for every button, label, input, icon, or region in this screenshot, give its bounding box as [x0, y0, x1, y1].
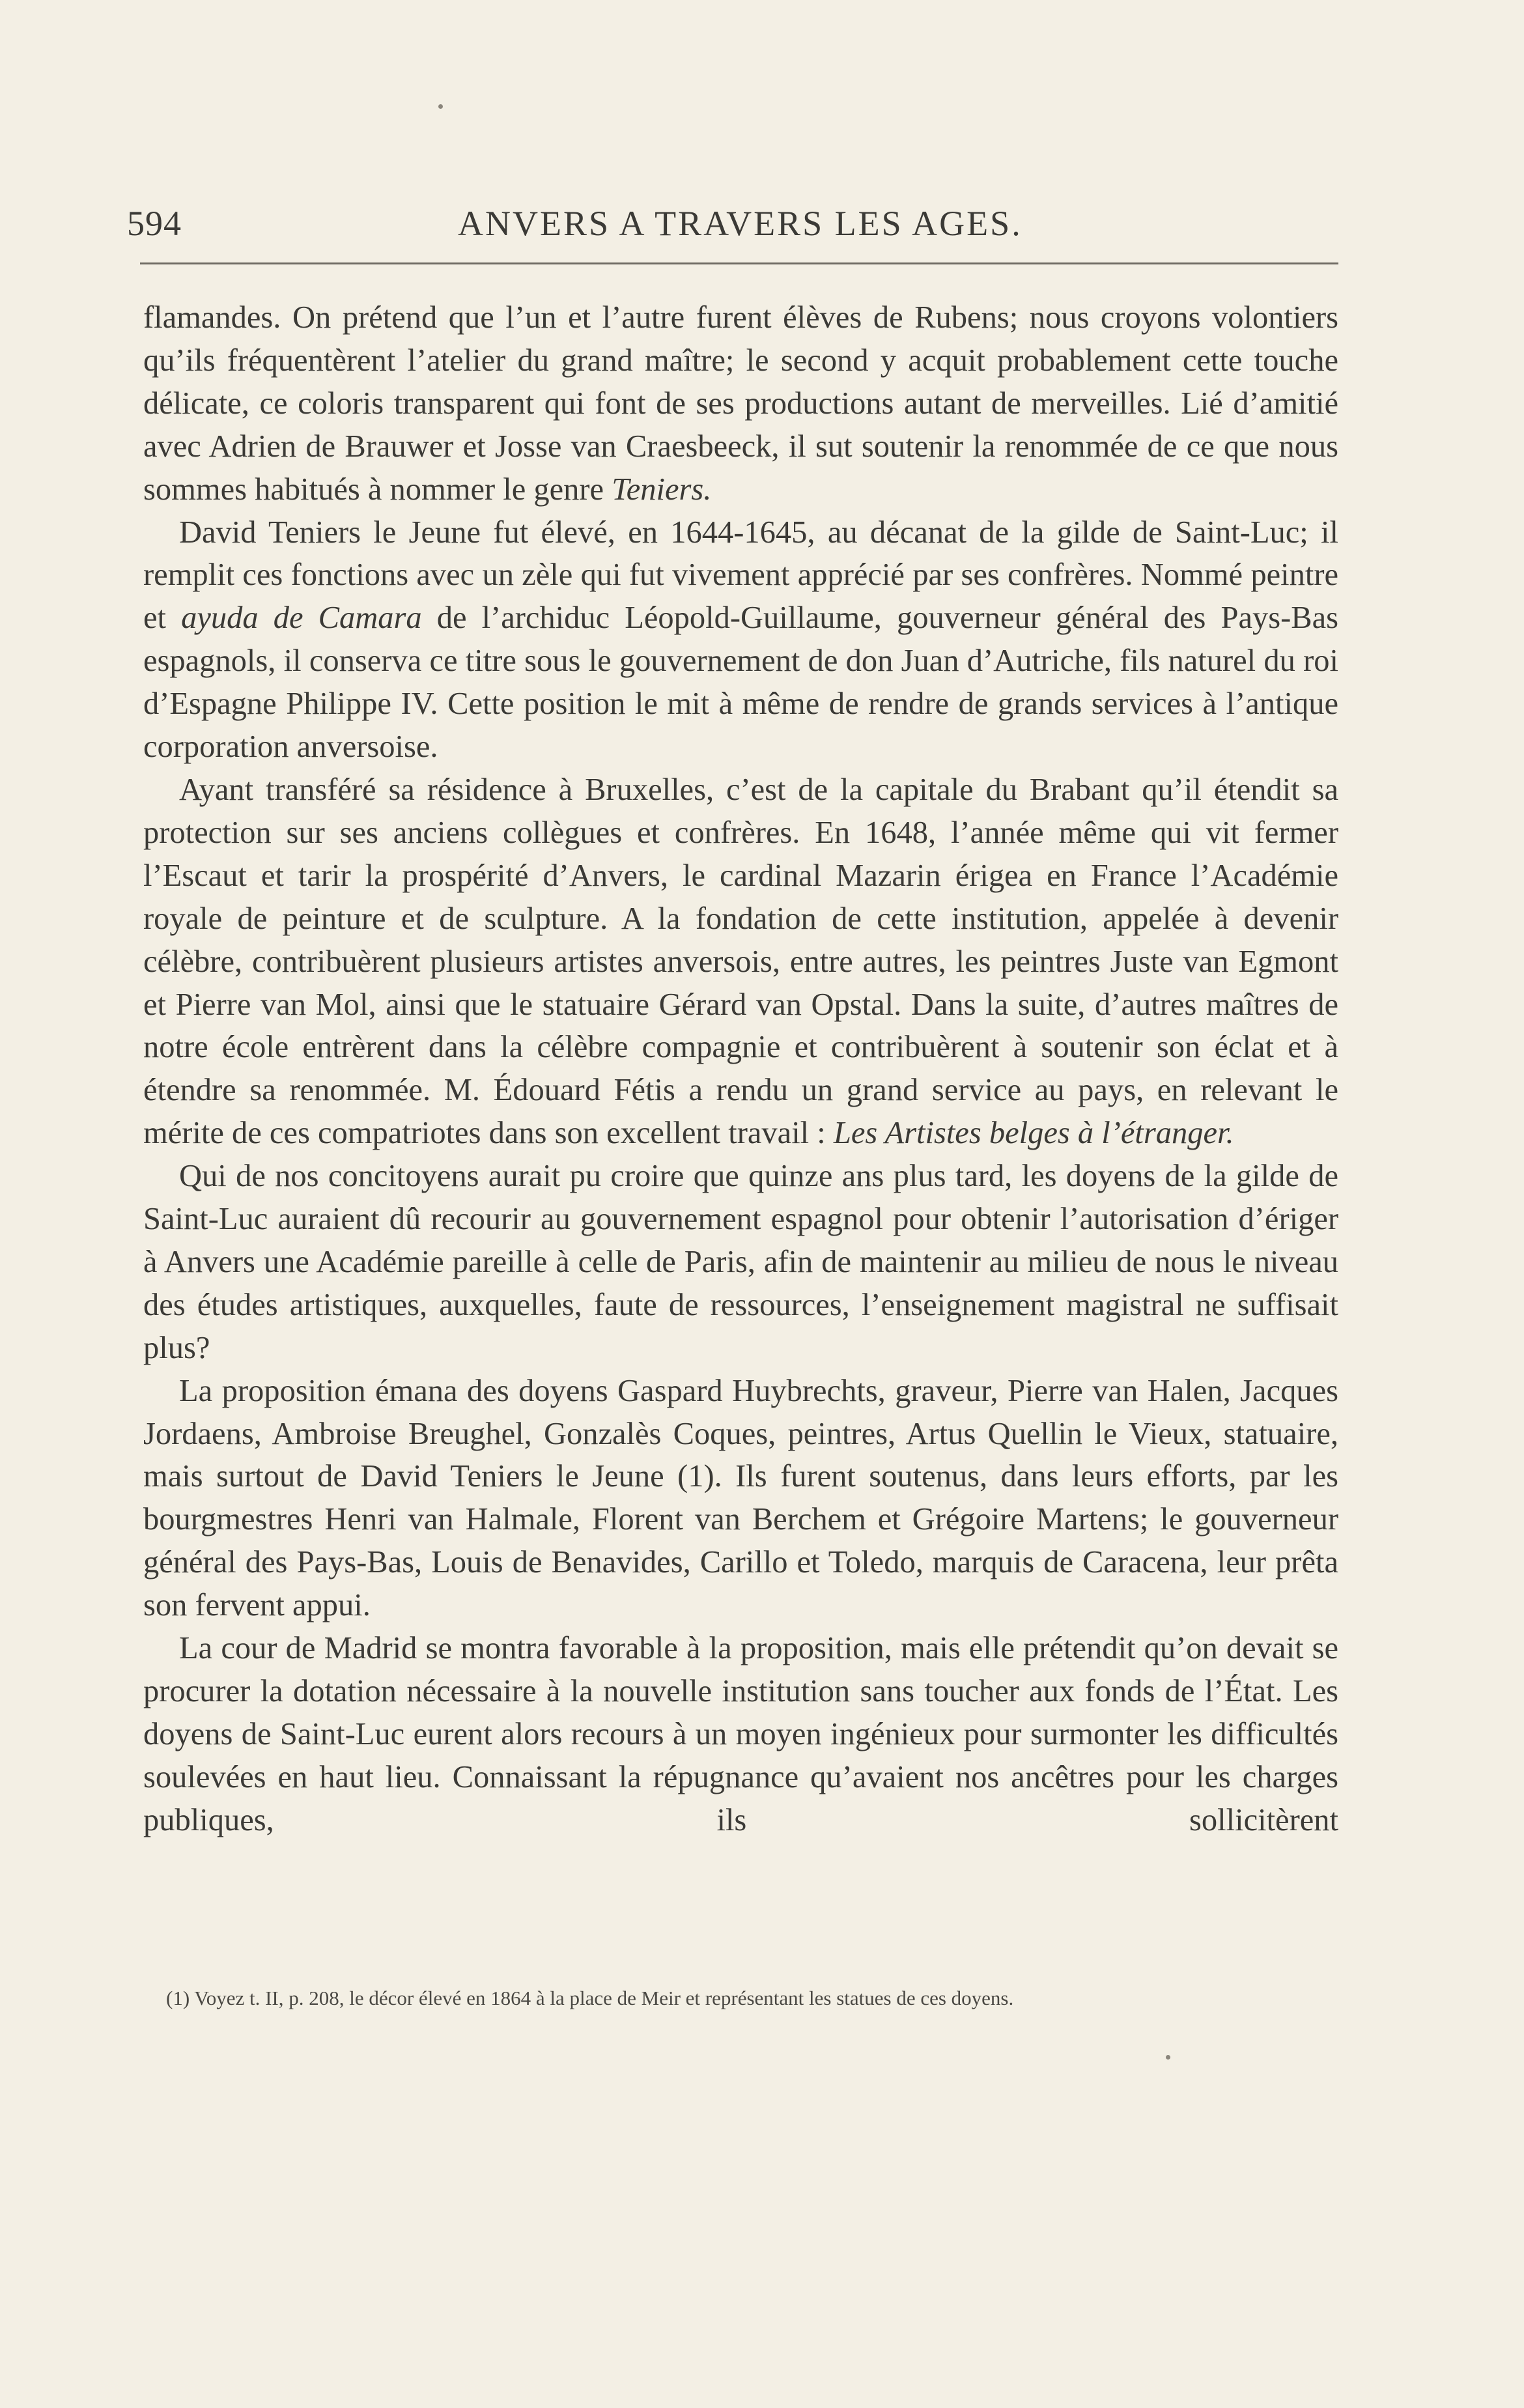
paragraph-2: David Teniers le Jeune fut élevé, en 1644-1645, au décanat de la gilde de Saint-Luc; il remplit ces fonctions avec un zèle qui fut vivement apprécié par ses confrères. Nommé peintre et ayuda de Camara de l’archiduc Léopold-Guillaume, gouverneur général des Pays-Bas espagnols, il conserva ce titre sous le gouvernement de don Juan d’Autriche, fils naturel du roi d’Espagne Philippe IV. Cette position le mit à même de rendre de grands services à l’antique corporation anversoise.	[143, 515, 1338, 765]
ink-speck	[438, 104, 443, 109]
body-text	[143, 296, 1338, 1842]
ink-speck	[1166, 2055, 1170, 2060]
page-number: 594	[127, 204, 182, 243]
paragraph-5: La proposition émana des doyens Gaspard Huybrechts, graveur, Pierre van Halen, Jacques Jordaens, Ambroise Breughel, Gonzalès Coques, peintres, Artus Quellin le Vieux, statuaire, mais surtout de David Teniers le Jeune (1). Ils furent soutenus, dans leurs efforts, par les bourgmestres Henri van Halmale, Florent van Berchem et Grégoire Martens; le gouverneur général des Pays-Bas, Louis de Benavides, Carillo et Toledo, marquis de Caracena, leur prêta son fervent appui.	[143, 1373, 1338, 1623]
paragraph-6: La cour de Madrid se montra favorable à la proposition, mais elle prétendit qu’on devait se procurer la dotation nécessaire à la nouvelle institution sans toucher aux fonds de l’État. Les doyens de Saint-Luc eurent alors recours à un moyen ingénieux pour surmonter les difficultés soulevées en haut lieu. Connaissant la répugnance qu’avaient nos ancêtres pour les charges publiques, ils sollicitèrent	[143, 1631, 1338, 1837]
paragraph-1: flamandes. On prétend que l’un et l’autre furent élèves de Rubens; nous croyons volontiers qu’ils fréquentèrent l’atelier du grand maître; le second y acquit probablement cette touche délicate, ce coloris transparent qui font de ses productions autant de merveilles. Lié d’amitié avec Adrien de Brauwer et Josse van Craesbeeck, il sut soutenir la renommée de ce que nous sommes habitués à nommer le genre Teniers.	[143, 300, 1338, 507]
italic-title: Les Artistes belges à l’étranger.	[833, 1116, 1234, 1151]
page-header	[127, 201, 1319, 253]
header-rule	[140, 262, 1338, 264]
paragraph-3: Ayant transféré sa résidence à Bruxelles, c’est de la capitale du Brabant qu’il étendit sa protection sur ses anciens collègues et confrères. En 1648, l’année même qui vit fermer l’Escaut et tarir la prospérité d’Anvers, le cardinal Mazarin érigea en France l’Académie royale de peinture et de sculpture. A la fondation de cette institution, appelée à devenir célèbre, contribuèrent plusieurs artistes anversois, entre autres, les peintres Juste van Egmont et Pierre van Mol, ainsi que le statuaire Gérard van Opstal. Dans la suite, d’autres maîtres de notre école entrèrent dans la célèbre compagnie et contribuèrent à soutenir son éclat et à étendre sa renommée. M. Édouard Fétis a rendu un grand service au pays, en relevant le mérite de ces compatriotes dans son excellent travail : Les Artistes belges à l’étranger.	[143, 772, 1338, 1151]
italic-term: ayuda de Camara	[181, 601, 422, 636]
paragraph-4: Qui de nos concitoyens aurait pu croire que quinze ans plus tard, les doyens de la gilde de Saint-Luc auraient dû recourir au gouvernement espagnol pour obtenir l’autorisation d’ériger à Anvers une Académie pareille à celle de Paris, afin de maintenir au milieu de nous le niveau des études artistiques, auxquelles, faute de ressources, l’enseignement magistral ne suffisait plus?	[143, 1159, 1338, 1365]
running-title: ANVERS A TRAVERS LES AGES.	[458, 204, 1023, 243]
footnote: (1) Voyez t. II, p. 208, le décor élevé en 1864 à la place de Meir et représentant les statues de ces doyens.	[166, 1987, 1014, 2009]
italic-term: Teniers.	[612, 472, 712, 507]
